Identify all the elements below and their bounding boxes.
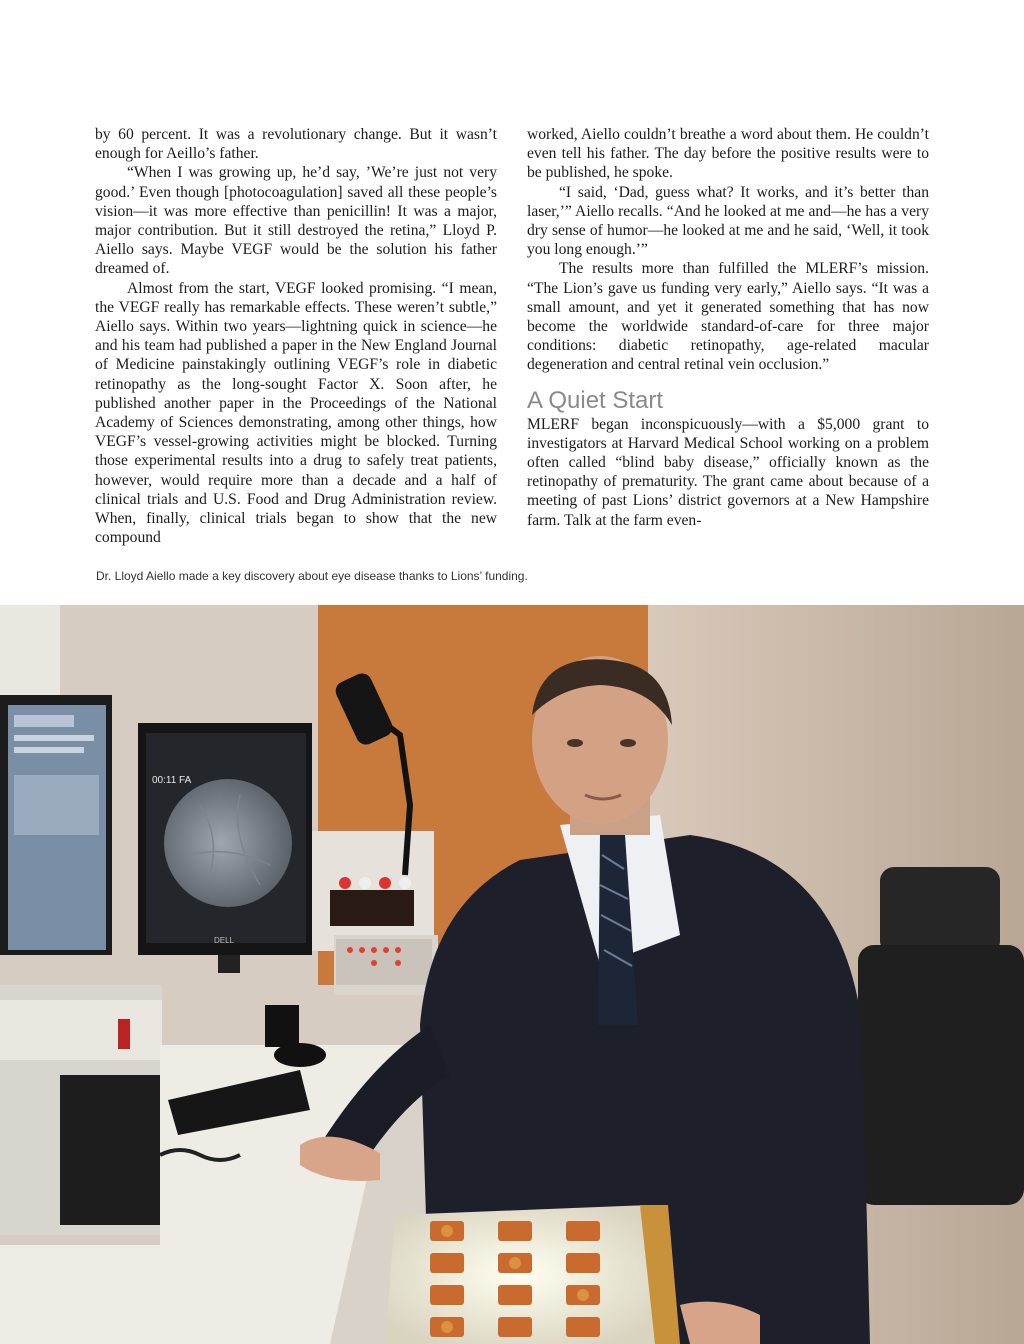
- paragraph: by 60 percent. It was a revolutionary change. But it wasn’t enough for Aeillo’s father.: [95, 126, 497, 163]
- monitor: [138, 723, 312, 973]
- paragraph: “When I was growing up, he’d say, ’We’re just not very good.’ Even though [photocoagulation] saved all these people’s vision—it was more effective than penicillin! It was a major, major contribution. But it still destroyed the retina,” Lloyd P. Aiello says. Maybe VEGF would be the solution his father dreamed of.: [95, 164, 497, 278]
- right-text-column: [527, 125, 929, 530]
- monitor-brand: DELL: [214, 936, 235, 945]
- paragraph: MLERF began inconspicuously—with a $5,000 grant to investigators at Harvard Medical School working on a problem often called “blind baby disease,” officially known as the retinopathy of prematurity. The grant came about because of a meeting of past Lions’ district governors at a New Hampshire farm. Talk at the farm even-: [527, 415, 929, 529]
- paragraph: Almost from the start, VEGF looked promising. “I mean, the VEGF really has remarkable effects. These weren’t subtle,” Aiello says. Within two years—lightning quick in science—he and his team had published a paper in the New England Journal of Medicine painstakingly outlining VEGF’s role in diabetic retinopathy as the long-sought Factor X. Soon after, he published another paper in the Proceedings of the National Academy of Sciences demonstrating, among other things, how VEGF’s vessel-growing activities might be blocked. Turning those experimental results into a drug to safely treat patients, however, would require more than a decade and a half of clinical trials and U.S. Food and Drug Administration review. When, finally, clinical trials began to show that the new compound: [95, 279, 497, 547]
- paragraph: The results more than fulfilled the MLERF’s mission. “The Lion’s gave us funding very early,” Aiello says. “It was a small amount, and yet it generated something that has now become the worldwide standard-of-care for three major conditions: diabetic retinopathy, age-related macular degeneration and central retinal vein occlusion.”: [527, 260, 929, 374]
- section-heading: A Quiet Start: [527, 386, 664, 414]
- left-text-column: [95, 125, 497, 547]
- photo-caption: Dr. Lloyd Aiello made a key discovery about eye disease thanks to Lions’ funding.: [96, 569, 528, 583]
- paragraph: worked, Aiello couldn’t breathe a word about them. He couldn’t even tell his father. The day before the positive results were to be published, he spoke.: [527, 126, 929, 182]
- lightbox: [385, 1205, 680, 1344]
- monitor-label: 00:11 FA: [152, 775, 192, 786]
- paragraph: “I said, ‘Dad, guess what? It works, and it’s better than laser,’” Aiello recalls. “And he looked at me and—he has a very dry sense of humor—he looked at me and he said, ‘Well, it took you long enough.’”: [527, 183, 929, 259]
- photo: [0, 605, 1024, 1344]
